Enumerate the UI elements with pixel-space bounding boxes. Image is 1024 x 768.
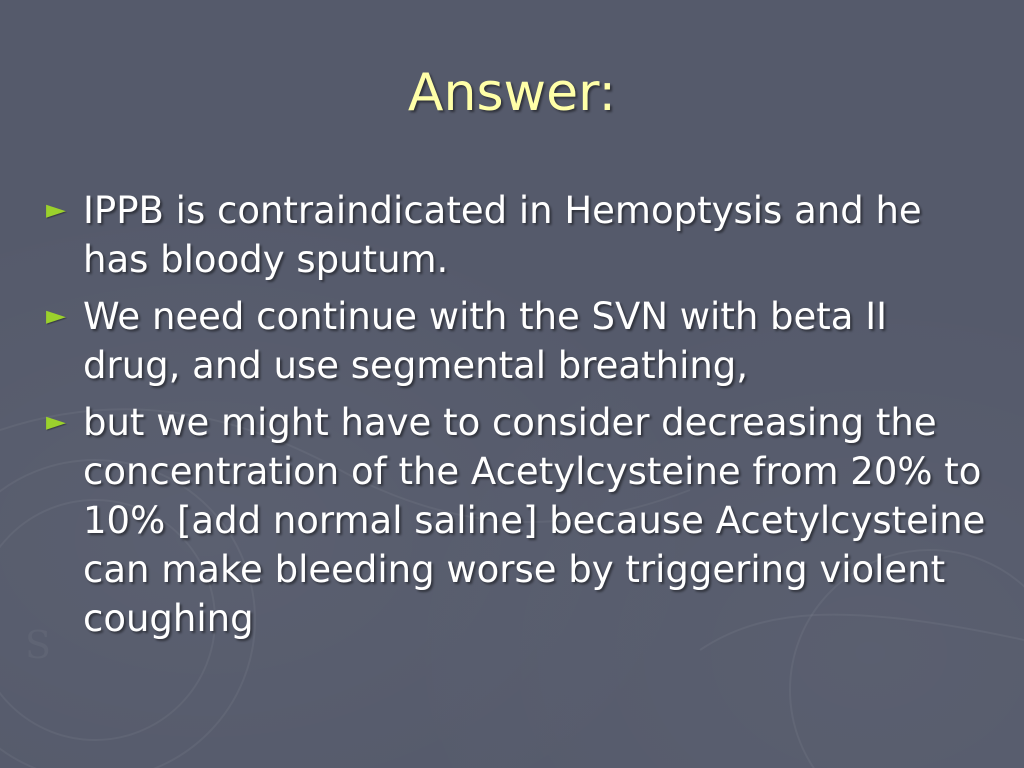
right-pointer-icon: ► <box>46 195 66 225</box>
right-pointer-icon: ► <box>46 301 66 331</box>
slide-title: Answer: <box>407 63 617 123</box>
bullet-item-2 <box>46 292 986 390</box>
bullet-item-3 <box>46 398 986 643</box>
bullet-text: IPPB is contraindicated in Hemoptysis and he has bloody sputum. <box>83 189 922 281</box>
bullet-list <box>46 186 986 651</box>
bullet-item-1 <box>46 186 986 284</box>
right-pointer-icon: ► <box>46 407 66 437</box>
svg-text:S: S <box>25 623 52 667</box>
bullet-text: We need continue with the SVN with beta II drug, and use segmental breathing, <box>83 295 888 387</box>
bullet-text: but we might have to consider decreasing the concentration of the Acetylcysteine from 20% to 10% [add normal saline] because Acetylcysteine can make bleeding worse by triggering violent coughing <box>83 401 986 640</box>
